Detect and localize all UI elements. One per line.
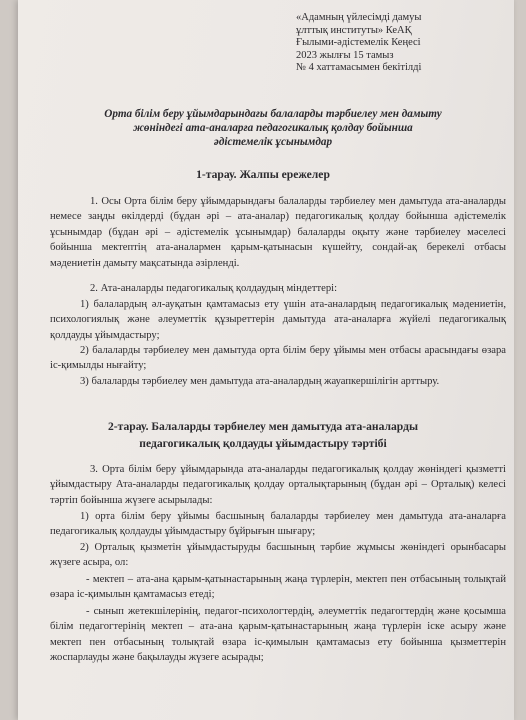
- section-2-heading-line: педагогикалық қолдауды ұйымдастыру тәртібі: [139, 437, 387, 450]
- document-page: [18, 0, 514, 720]
- approval-line: «Адамның үйлесімді дамуы: [296, 12, 422, 23]
- paragraph-2-item-1: 1) балалардың әл-ауқатын қамтамасыз ету үшін ата-аналардың педагогикалық мәдениетін, психологиялық және әлеуметтік құзыреттерін дамытуда ата-аналарға жүйелі педагогикалық қолдауды ұйымдастыру;: [50, 299, 506, 341]
- approval-line: № 4 хаттамасымен бекітілді: [296, 62, 422, 74]
- section-1-heading: 1-тарау. Жалпы ережелер: [196, 168, 330, 181]
- approval-line: ұлттық институты» КеАҚ: [296, 24, 412, 36]
- paragraph-2-item-3: 3) балаларды тәрбиелеу мен дамытуда ата-аналардың жауапкершілігін арттыру.: [80, 376, 440, 387]
- title-line: Орта білім беру ұйымдарындағы балаларды тәрбиелеу мен дамыту: [104, 108, 442, 120]
- document-title: [58, 107, 488, 149]
- approval-line: Ғылыми-әдістемелік Кеңесі: [296, 37, 421, 49]
- paragraph-1: 1. Осы Орта білім беру ұйымдарындағы балаларды тәрбиелеу мен дамытуда ата-аналарды немесе заңды өкілдерді (бұдан әрі – ата-аналар) педагогикалық қолдау бойынша әдістемелік ұсынымдар (бұдан әрі – әдістемелік ұсынымдар) балаларды оқыту және тәрбиелеу мәселесі бойынша мектептің ата-аналармен қарым-қатынасын күшейту, сондай-ақ берекелі отбасы мәдениетін дамыту мақсатында әзірленді.: [50, 196, 506, 269]
- section-2-heading: [28, 418, 498, 452]
- title-line: әдістемелік ұсынымдар: [213, 136, 333, 148]
- approval-line: 2023 жылғы 15 тамыз: [296, 49, 394, 61]
- approval-stamp-block: [296, 12, 506, 75]
- paragraph-3-dash-2: - сынып жетекшілерінің, педагог-психологтердің, әлеуметтік педагогтердің және қосымша білім педагогтерінің мектеп – ата-ана қарым-қатынастарының жаңа түрлерін іске асыру және мектеп пен отбасының толықтай өзара іс-қимылын қамтамасыз ету бойынша қызметтерін жоспарлауды және бақылауды жүзеге асырады;: [50, 606, 506, 664]
- paragraph-2-item-2: 2) балаларды тәрбиелеу мен дамытуда орта білім беру ұйымы мен отбасы арасындағы өзара іс-қимылды нығайту;: [50, 345, 506, 372]
- paragraph-3-item-1: 1) орта білім беру ұйымы басшының балаларды тәрбиелеу мен дамытуда ата-аналарға педагогикалық қолдауды ұйымдастыру бұйрығын шығару;: [50, 511, 506, 538]
- paragraph-3-dash-1: - мектеп – ата-ана қарым-қатынастарының жаңа түрлерін, мектеп пен отбасының толықтай өзара іс-қимылын қамтамасыз етеді;: [50, 574, 506, 601]
- paragraph-3: 3. Орта білім беру ұйымдарында ата-аналарды педагогикалық қолдау жөніндегі қызметті ұйымдастыру Ата-аналарды педагогикалық қолдау орталықтарының (бұдан әрі – Орталық) келесі тәртіп бойынша жүзеге асырылады:: [50, 464, 506, 506]
- paragraph-3-item-2: 2) Орталық қызметін ұйымдастыруды басшының тәрбие жұмысы жөніндегі орынбасары жүзеге асыра, ол:: [50, 542, 506, 569]
- section-2-heading-line: 2-тарау. Балаларды тәрбиелеу мен дамытуда ата-аналарды: [107, 420, 418, 433]
- title-line: жөніндегі ата-аналарға педагогикалық қолдау бойынша: [133, 122, 413, 134]
- paragraph-2: 2. Ата-аналарды педагогикалық қолдаудың міндеттері:: [90, 283, 338, 294]
